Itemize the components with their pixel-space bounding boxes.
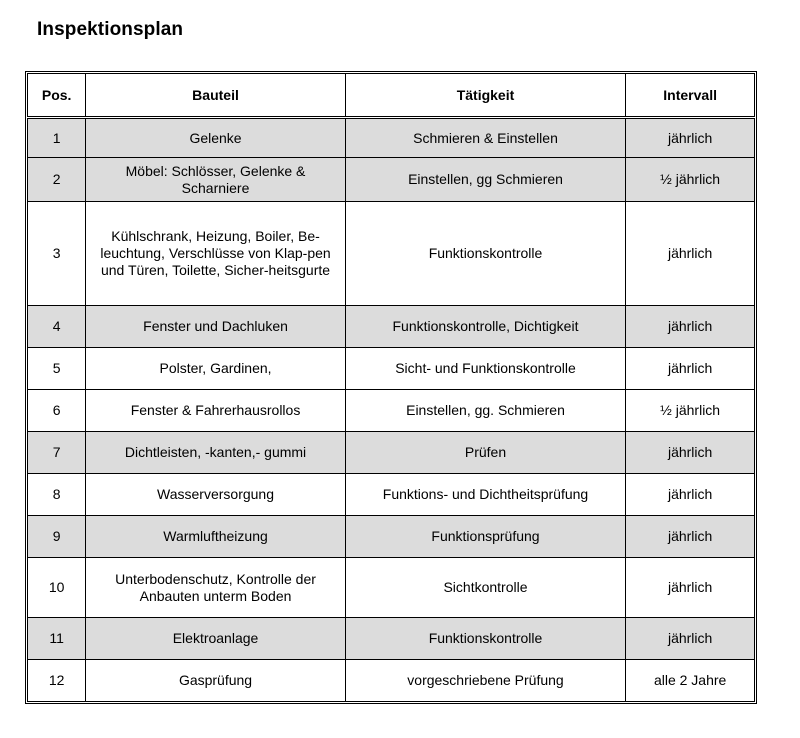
cell-pos: 2 — [28, 158, 86, 202]
cell-taetigkeit: vorgeschriebene Prüfung — [345, 660, 626, 702]
cell-intervall: ½ jährlich — [626, 390, 755, 432]
cell-intervall: jährlich — [626, 516, 755, 558]
table-row — [28, 390, 755, 432]
cell-intervall: jährlich — [626, 558, 755, 618]
cell-intervall: jährlich — [626, 348, 755, 390]
table-row — [28, 348, 755, 390]
table-row — [28, 118, 755, 158]
cell-taetigkeit: Funktions- und Dichtheitsprüfung — [345, 474, 626, 516]
cell-bauteil: Möbel: Schlösser, Gelenke & Scharniere — [86, 158, 345, 202]
cell-taetigkeit: Einstellen, gg. Schmieren — [345, 390, 626, 432]
cell-intervall: jährlich — [626, 618, 755, 660]
page-title: Inspektionsplan — [37, 19, 184, 40]
table-row — [28, 474, 755, 516]
cell-bauteil: Gelenke — [86, 118, 345, 158]
cell-bauteil: Kühlschrank, Heizung, Boiler, Be-leuchtung, Verschlüsse von Klap-pen und Türen, Toilette, Sicher-heitsgurte — [86, 202, 345, 306]
table-row — [28, 158, 755, 202]
header-taetigkeit: Tätigkeit — [345, 74, 626, 118]
cell-pos: 7 — [28, 432, 86, 474]
cell-taetigkeit: Sicht- und Funktionskontrolle — [345, 348, 626, 390]
cell-taetigkeit: Sichtkontrolle — [345, 558, 626, 618]
inspection-table — [27, 73, 755, 702]
cell-intervall: ½ jährlich — [626, 158, 755, 202]
table-header-row — [28, 74, 755, 118]
table-row — [28, 660, 755, 702]
cell-pos: 6 — [28, 390, 86, 432]
cell-pos: 9 — [28, 516, 86, 558]
cell-taetigkeit: Funktionskontrolle — [345, 202, 626, 306]
cell-taetigkeit: Funktionskontrolle, Dichtigkeit — [345, 306, 626, 348]
cell-bauteil: Unterbodenschutz, Kontrolle der Anbauten unterm Boden — [86, 558, 345, 618]
table-row — [28, 558, 755, 618]
cell-pos: 5 — [28, 348, 86, 390]
cell-taetigkeit: Schmieren & Einstellen — [345, 118, 626, 158]
cell-pos: 1 — [28, 118, 86, 158]
cell-pos: 4 — [28, 306, 86, 348]
cell-taetigkeit: Prüfen — [345, 432, 626, 474]
cell-bauteil: Warmluftheizung — [86, 516, 345, 558]
cell-bauteil: Fenster und Dachluken — [86, 306, 345, 348]
cell-pos: 12 — [28, 660, 86, 702]
cell-taetigkeit: Funktionskontrolle — [345, 618, 626, 660]
cell-pos: 10 — [28, 558, 86, 618]
header-intervall: Intervall — [626, 74, 755, 118]
cell-bauteil: Wasserversorgung — [86, 474, 345, 516]
cell-taetigkeit: Funktionsprüfung — [345, 516, 626, 558]
cell-intervall: jährlich — [626, 432, 755, 474]
cell-intervall: jährlich — [626, 202, 755, 306]
cell-bauteil: Elektroanlage — [86, 618, 345, 660]
table-row — [28, 618, 755, 660]
cell-taetigkeit: Einstellen, gg Schmieren — [345, 158, 626, 202]
cell-intervall: alle 2 Jahre — [626, 660, 755, 702]
cell-bauteil: Dichtleisten, -kanten,- gummi — [86, 432, 345, 474]
table-row — [28, 432, 755, 474]
cell-pos: 3 — [28, 202, 86, 306]
cell-intervall: jährlich — [626, 306, 755, 348]
cell-bauteil: Gasprüfung — [86, 660, 345, 702]
cell-bauteil: Polster, Gardinen, — [86, 348, 345, 390]
table-body — [28, 118, 755, 702]
cell-bauteil: Fenster & Fahrerhausrollos — [86, 390, 345, 432]
cell-intervall: jährlich — [626, 474, 755, 516]
cell-pos: 11 — [28, 618, 86, 660]
cell-intervall: jährlich — [626, 118, 755, 158]
table-row — [28, 516, 755, 558]
table-row — [28, 202, 755, 306]
header-pos: Pos. — [28, 74, 86, 118]
cell-pos: 8 — [28, 474, 86, 516]
header-bauteil: Bauteil — [86, 74, 345, 118]
table-row — [28, 306, 755, 348]
